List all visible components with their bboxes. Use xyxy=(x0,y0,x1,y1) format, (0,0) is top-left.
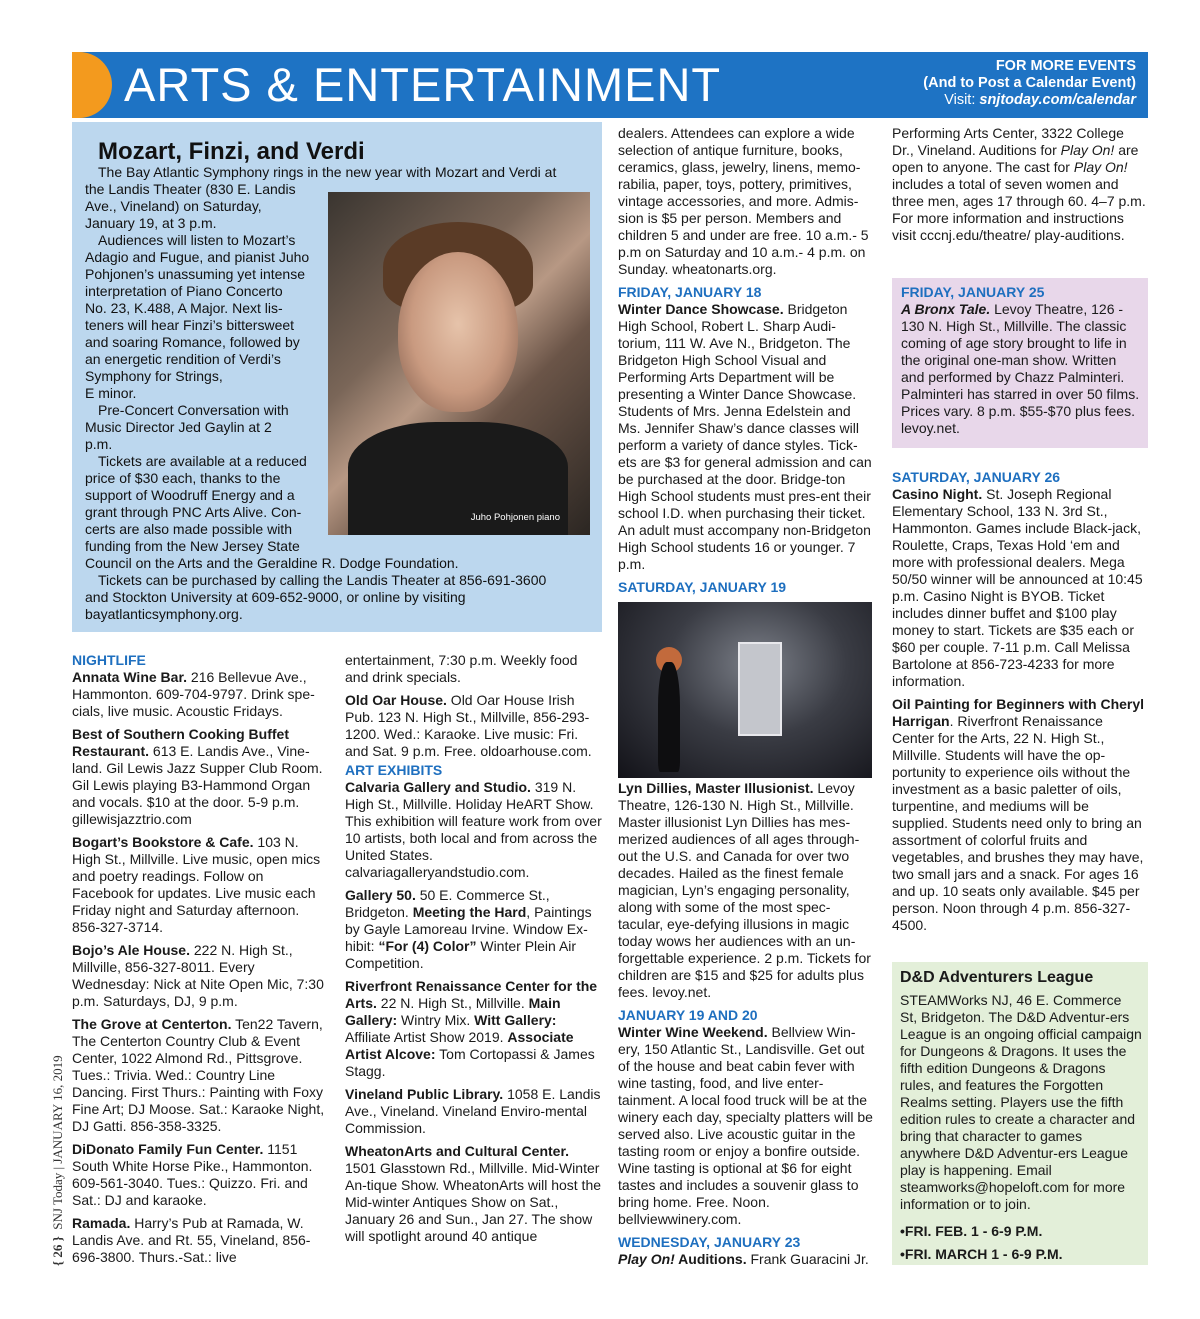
listing-text: 319 N. High St., Millville. Holiday HeART Show. This exhibition will feature work from over 10 artists, both local and from across the United States. calvariagalleryandstudio.com. xyxy=(345,779,602,880)
events-line1: FOR MORE EVENTS xyxy=(995,58,1136,74)
feature-line: Ave., Vineland) on Saturday, xyxy=(85,198,262,214)
listing-play-on-cont xyxy=(892,125,1148,244)
listing-text: Wintry Mix. xyxy=(397,1012,475,1028)
listing-calvaria xyxy=(345,779,602,881)
events-url-link[interactable]: snjtoday.com/calendar xyxy=(979,92,1136,108)
show-title: Play On! xyxy=(1060,142,1115,158)
listing-name: Calvaria Gallery and Studio. xyxy=(345,779,531,795)
listing-text: Performing Arts Center, 3322 College Dr., Vineland. Auditions for xyxy=(892,125,1124,158)
feature-line: and soaring Romance, followed by xyxy=(85,334,300,350)
dnd-title: D&D Adventurers League xyxy=(900,969,1094,986)
feature-line: E minor. xyxy=(85,385,137,401)
listing-name: Ramada. xyxy=(72,1215,131,1231)
listing-wine-weekend xyxy=(618,1024,874,1228)
date-heading-fri-jan-25: FRIDAY, JANUARY 25 xyxy=(901,284,1045,300)
listing-best-of-southern xyxy=(72,726,328,828)
date-heading-fri-jan-18: FRIDAY, JANUARY 18 xyxy=(618,284,762,300)
column-nightlife xyxy=(72,652,328,1272)
feature-line: support of Woodruff Energy and a xyxy=(85,487,295,503)
exhibit-title: Meeting the Hard xyxy=(412,904,527,920)
listing-dance xyxy=(618,301,874,573)
listing-text: 22 N. High St., Millville. xyxy=(376,995,529,1011)
listing-text: 1058 E. Landis Ave., Vineland. Vineland Enviro-mental Commission. xyxy=(345,1086,601,1136)
listing-bronx-tale xyxy=(901,301,1141,437)
column-three-bottom xyxy=(618,780,874,1268)
exhibit-title: “For (4) Color” xyxy=(378,938,477,954)
pianist-photo xyxy=(328,192,590,535)
listing-text: 1151 South White Horse Pike., Hammonton. 609-561-3040. Tues.: Quizzo. Fri. and Sat.: DJ and karaoke. xyxy=(72,1141,313,1208)
illusionist-photo xyxy=(618,602,872,778)
feature-line: Tickets are available at a reduced xyxy=(98,453,307,469)
events-line2: (And to Post a Calendar Event) xyxy=(923,75,1136,91)
listing-text: Harry’s Pub at Ramada, W. Landis Ave. and Rt. 55, Vineland, 856-696-3800. Thurs.-Sat.: live xyxy=(72,1215,311,1265)
listing-name-suffix: Auditions. xyxy=(674,1251,747,1267)
date-heading-sat-jan-26: SATURDAY, JANUARY 26 xyxy=(892,469,1061,485)
feature-line: funding from the New Jersey State xyxy=(85,538,300,554)
listing-old-oar xyxy=(345,692,602,760)
listing-text: 222 N. High St., Millville, 856-327-8011. Every Wednesday: Nick at Nite Open Mic, 7:30 p.m. Saturdays, DJ, 9 p.m. xyxy=(72,942,324,1009)
listing-bogarts xyxy=(72,834,328,936)
listing-name: DiDonato Family Fun Center. xyxy=(72,1141,264,1157)
art-exhibits-heading: ART EXHIBITS xyxy=(345,762,443,778)
listing-casino-night xyxy=(892,486,1148,690)
listing-oil-painting xyxy=(892,696,1148,934)
listing-text: Affiliate Artist Show 2019. xyxy=(345,1029,508,1045)
feature-line: January 19, at 3 p.m. xyxy=(85,215,217,231)
listing-text: St. Joseph Regional Elementary School, 133 N. 3rd St., Hammonton. Games include Black-jack, Roulette, Craps, Texas Hold ‘em and more with professional dealers. Mega 50/50 winner will be announced at 10:45 p.m. Casino Night is BYOB. Ticket includes dinner buffet and $100 play money to start. Tickets are $35 each or $60 per couple. 7-11 p.m. Call Melissa Bartolone at 856-723-4233 for more information. xyxy=(892,486,1143,689)
feature-line: No. 23, K.488, A Major. Next lis- xyxy=(85,300,283,316)
listing-text: Tom Cortopassi & James Stagg. xyxy=(345,1046,595,1079)
feature-line: The Bay Atlantic Symphony rings in the new year with Mozart and Verdi at xyxy=(98,164,557,180)
listing-wheaton-cont: dealers. Attendees can explore a wide selection of antique furniture, books, ceramics, glass, jewelry, linens, memo-rabilia, paper, toys, pottery, primitives, vintage accessories, and more. Admis-sion is $5 per person. Members and children 5 and under are free. 10 a.m.- 5 p.m on Saturday and 10 a.m.- 4 p.m. on Sunday. wheatonarts.org. xyxy=(618,125,869,277)
listing-name: Vineland Public Library. xyxy=(345,1086,504,1102)
listing-name: Bogart’s Bookstore & Cafe. xyxy=(72,834,254,850)
listing-name: Casino Night. xyxy=(892,486,983,502)
nightlife-heading: NIGHTLIFE xyxy=(72,652,146,668)
listing-gallery-50 xyxy=(345,887,602,972)
feature-line: Council on the Arts and the Geraldine R. Dodge Foundation. xyxy=(85,555,459,571)
listing-name: Lyn Dillies, Master Illusionist. xyxy=(618,780,814,796)
dnd-date-2: •FRI. MARCH 1 - 6-9 P.M. xyxy=(900,1246,1063,1262)
listing-text: includes a total of seven women and three men, ages 17 through 60. 4–7 p.m. For more information and instructions visit cccnj.edu/theatre/ play-auditions. xyxy=(892,176,1146,243)
bronx-tale-content xyxy=(901,284,1141,437)
feature-line: interpretation of Piano Concerto xyxy=(85,283,283,299)
listing-name: Winter Dance Showcase. xyxy=(618,301,784,317)
listing-name: Old Oar House. xyxy=(345,692,447,708)
dnd-date-1: •FRI. FEB. 1 - 6-9 P.M. xyxy=(900,1223,1043,1239)
listing-ramada xyxy=(72,1215,328,1266)
listing-didonato xyxy=(72,1141,328,1209)
listing-vineland-library xyxy=(345,1086,602,1137)
feature-line: grant through PNC Arts Alive. Con- xyxy=(85,504,302,520)
feature-line: and Stockton University at 609-652-9000, or online by visiting xyxy=(85,589,466,605)
show-title: Play On! xyxy=(1073,159,1128,175)
listing-text: 216 Bellevue Ave., Hammonton. 609-704-9797. Drink spe-cials, live music. Acoustic Fridays. xyxy=(72,669,315,719)
date-heading-sat-jan-19: SATURDAY, JANUARY 19 xyxy=(618,579,787,595)
listing-text: Bellview Win-ery, 150 Atlantic St., Landisville. Get out of the house and beat cabin fever with wine tasting, food, and live enter-tainment. A local food truck will be at the winery each day, specialty platters will be served also. Live acoustic guitar in the tasting room or enjoy a bonfire outside. Wine tasting is optional at $6 for eight tastes and includes a souvenir glass to bring home. Free. Noon. bellviewwinery.com. xyxy=(618,1024,873,1227)
listing-text: , Paintings by Gayle Lamoreau Irvine. Window Ex-hibit: xyxy=(345,904,592,954)
column-three-top xyxy=(618,125,874,596)
feature-line: Symphony for Strings, xyxy=(85,368,223,384)
listing-play-on xyxy=(618,1251,874,1268)
feature-line: Pohjonen’s unassuming yet intense xyxy=(85,266,306,282)
listing-text: 1501 Glasstown Rd., Millville. Mid-Winter An-tique Show. WheatonArts will host the Mid-winter Antiques Show on Sat., January 26 and Sun., Jan 27. The show will spotlight around 40 antique xyxy=(345,1160,602,1244)
gallery-label: Main Gallery: xyxy=(345,995,561,1028)
listing-text: Frank Guaracini Jr. xyxy=(746,1251,869,1267)
section-title: ARTS & ENTERTAINMENT xyxy=(124,58,722,111)
listing-name: Annata Wine Bar. xyxy=(72,669,188,685)
listing-text: . Riverfront Renaissance Center for the Arts, 22 N. High St., Millville. Students will have the op-portunity to experience oils without the investment as a basic paletter of oils, turpentine, and mediums will be supplied. Students need only to bring an assortment of colorful fruits and vegetables, and brushes they may have, two small jars and a snack. For ages 16 and up. 10 seats only available. $45 per person. Noon through 4 p.m. 856-327-4500. xyxy=(892,713,1144,933)
page-footer xyxy=(44,1030,70,1270)
listing-riverfront xyxy=(345,978,602,1080)
feature-line: Audiences will listen to Mozart’s xyxy=(98,232,296,248)
column-two xyxy=(345,652,602,1251)
listing-name: Riverfront Renaissance Center for the Arts. xyxy=(345,978,598,1011)
more-events-box xyxy=(923,58,1136,109)
listing-text: Ten22 Tavern, The Centerton Country Club & Event Center, 1022 Almond Rd., Pittsgrove. Tues.: Trivia. Wed.: Country Line Dancing. First Thurs.: Painting with Foxy Fine Art; DJ Moose. Sat.: Karaoke Night, DJ Gatti. 856-358-3325. xyxy=(72,1016,325,1134)
publication-date: SNJ Today | JANUARY 16, 2019 xyxy=(50,1055,65,1230)
listing-text: 613 E. Landis Ave., Vine-land. Gil Lewis Jazz Supper Club Room. Gil Lewis playing B3-Hammond Organ and vocals. $10 at the door. 5-9 p.m. gillewisjazztrio.com xyxy=(72,743,323,827)
listing-text: 103 N. High St., Millville. Live music, open mics and poetry readings. Follow on Facebook for updates. Live music each Friday night and Saturday afternoon. 856-327-3714. xyxy=(72,834,321,935)
date-heading-wed-jan-23: WEDNESDAY, JANUARY 23 xyxy=(618,1234,801,1250)
illusion-cabinet xyxy=(738,642,782,736)
page-footer-text xyxy=(50,1055,66,1266)
listing-ramada-cont: entertainment, 7:30 p.m. Weekly food and drink specials. xyxy=(345,652,578,685)
performer-figure xyxy=(658,662,680,772)
gallery-label: Associate Artist Alcove: xyxy=(345,1029,574,1062)
feature-line: Pre-Concert Conversation with xyxy=(98,402,289,418)
listing-text: Winter Plein Air Competition. xyxy=(345,938,577,971)
listing-name: Gallery 50. xyxy=(345,887,416,903)
header-orange-tab xyxy=(72,52,112,118)
feature-line: p.m. xyxy=(85,436,113,452)
dnd-text: STEAMWorks NJ, 46 E. Commerce St, Bridgeton. The D&D Adventur-ers League is an ongoing official campaign for Dungeons & Dragons. It uses the fifth edition Dungeons & Dragons rules, and features the Forgotten Realms setting. Players use the fifth edition rules to create a character and bring that character to games anywhere D&D Adventur-ers League play is happening. Email steamworks@hopeloft.com for more information or to join. xyxy=(900,992,1142,1212)
date-heading-jan-19-20: JANUARY 19 AND 20 xyxy=(618,1007,758,1023)
listing-text: are open to anyone. The cast for xyxy=(892,142,1139,175)
listing-name: Winter Wine Weekend. xyxy=(618,1024,768,1040)
listing-text: 50 E. Commerce St., Bridgeton. xyxy=(345,887,550,920)
column-four-top xyxy=(892,125,1148,244)
feature-line: teners will hear Finzi’s bittersweet xyxy=(85,317,295,333)
feature-line: an energetic rendition of Verdi’s xyxy=(85,351,281,367)
listing-annata xyxy=(72,669,328,720)
listing-lyn-dillies xyxy=(618,780,874,1001)
column-four-bottom xyxy=(892,469,1148,934)
gallery-label: Witt Gallery: xyxy=(474,1012,557,1028)
feature-line: Tickets can be purchased by calling the Landis Theater at 856-691-3600 xyxy=(98,572,547,588)
feature-line: Music Director Jed Gaylin at 2 xyxy=(85,419,272,435)
photo-caption: Juho Pohjonen piano xyxy=(470,512,560,523)
feature-link[interactable]: bayatlanticsymphony.org. xyxy=(85,606,243,622)
feature-line: the Landis Theater (830 E. Landis xyxy=(85,181,296,197)
listing-text: Levoy Theatre, 126 - 130 N. High St., Millville. The classic coming of age story brought to life in the original one-man show. Written and performed by Chazz Palminteri. Palminteri has starred in over 50 films. Prices vary. 8 p.m. $55-$70 plus fees. levoy.net. xyxy=(901,301,1140,436)
listing-bojos xyxy=(72,942,328,1010)
listing-name: A Bronx Tale. xyxy=(901,301,991,317)
page-number: { 26 } xyxy=(50,1236,65,1266)
listing-name: Bojo’s Ale House. xyxy=(72,942,190,958)
listing-text: Bridgeton High School, Robert L. Sharp Audi-torium, 111 W. Ave N., Bridgeton. The Bridgeton High School Visual and Performing Arts Department will be presenting a Winter Dance Showcase. Students of Mrs. Jenna Edelstein and Ms. Jennifer Shaw’s dance classes will perform a variety of dance styles. Tick-ets are $3 for general admission and can be purchased at the door. Bridge-ton High School students must pres-ent their school I.D. when purchasing their ticket. An adult must accompany non-Bridgeton High School students 16 or younger. 7 p.m. xyxy=(618,301,872,572)
listing-name: The Grove at Centerton. xyxy=(72,1016,232,1032)
listing-name: Oil Painting for Beginners with Cheryl Harrigan xyxy=(892,696,1145,729)
feature-line: certs are also made possible with xyxy=(85,521,292,537)
listing-name: Play On! xyxy=(618,1251,675,1267)
listing-name: Best of Southern Cooking Buffet Restaurant. xyxy=(72,726,289,759)
listing-name: WheatonArts and Cultural Center. xyxy=(345,1143,570,1159)
listing-grove xyxy=(72,1016,328,1135)
feature-line: Adagio and Fugue, and pianist Juho xyxy=(85,249,310,265)
photo-face xyxy=(398,252,518,412)
listing-wheaton xyxy=(345,1143,602,1245)
listing-text: Levoy Theatre, 126-130 N. High St., Millville. Master illusionist Lyn Dillies has mes-merized audiences of all ages through-out the U.S. and Canada for over two decades. Hailed as the finest female magician, Lyn’s engaging personality, along with some of the most spec-tacular, eye-defying illusions in magic today wows her audiences with an un-forgettable experience. 2 p.m. Tickets for children are $15 and $25 for adults plus fees. levoy.net. xyxy=(618,780,871,1000)
listing-text: Old Oar House Irish Pub. 123 N. High St., Millville, 856-293-1200. Wed.: Karaoke. Live music: Fri. and Sat. 9 p.m. Free. oldoarhouse.com. xyxy=(345,692,592,759)
dnd-content xyxy=(900,968,1142,1263)
feature-line: price of $30 each, thanks to the xyxy=(85,470,281,486)
events-visit: Visit: xyxy=(944,92,980,108)
feature-title: Mozart, Finzi, and Verdi xyxy=(98,138,365,165)
